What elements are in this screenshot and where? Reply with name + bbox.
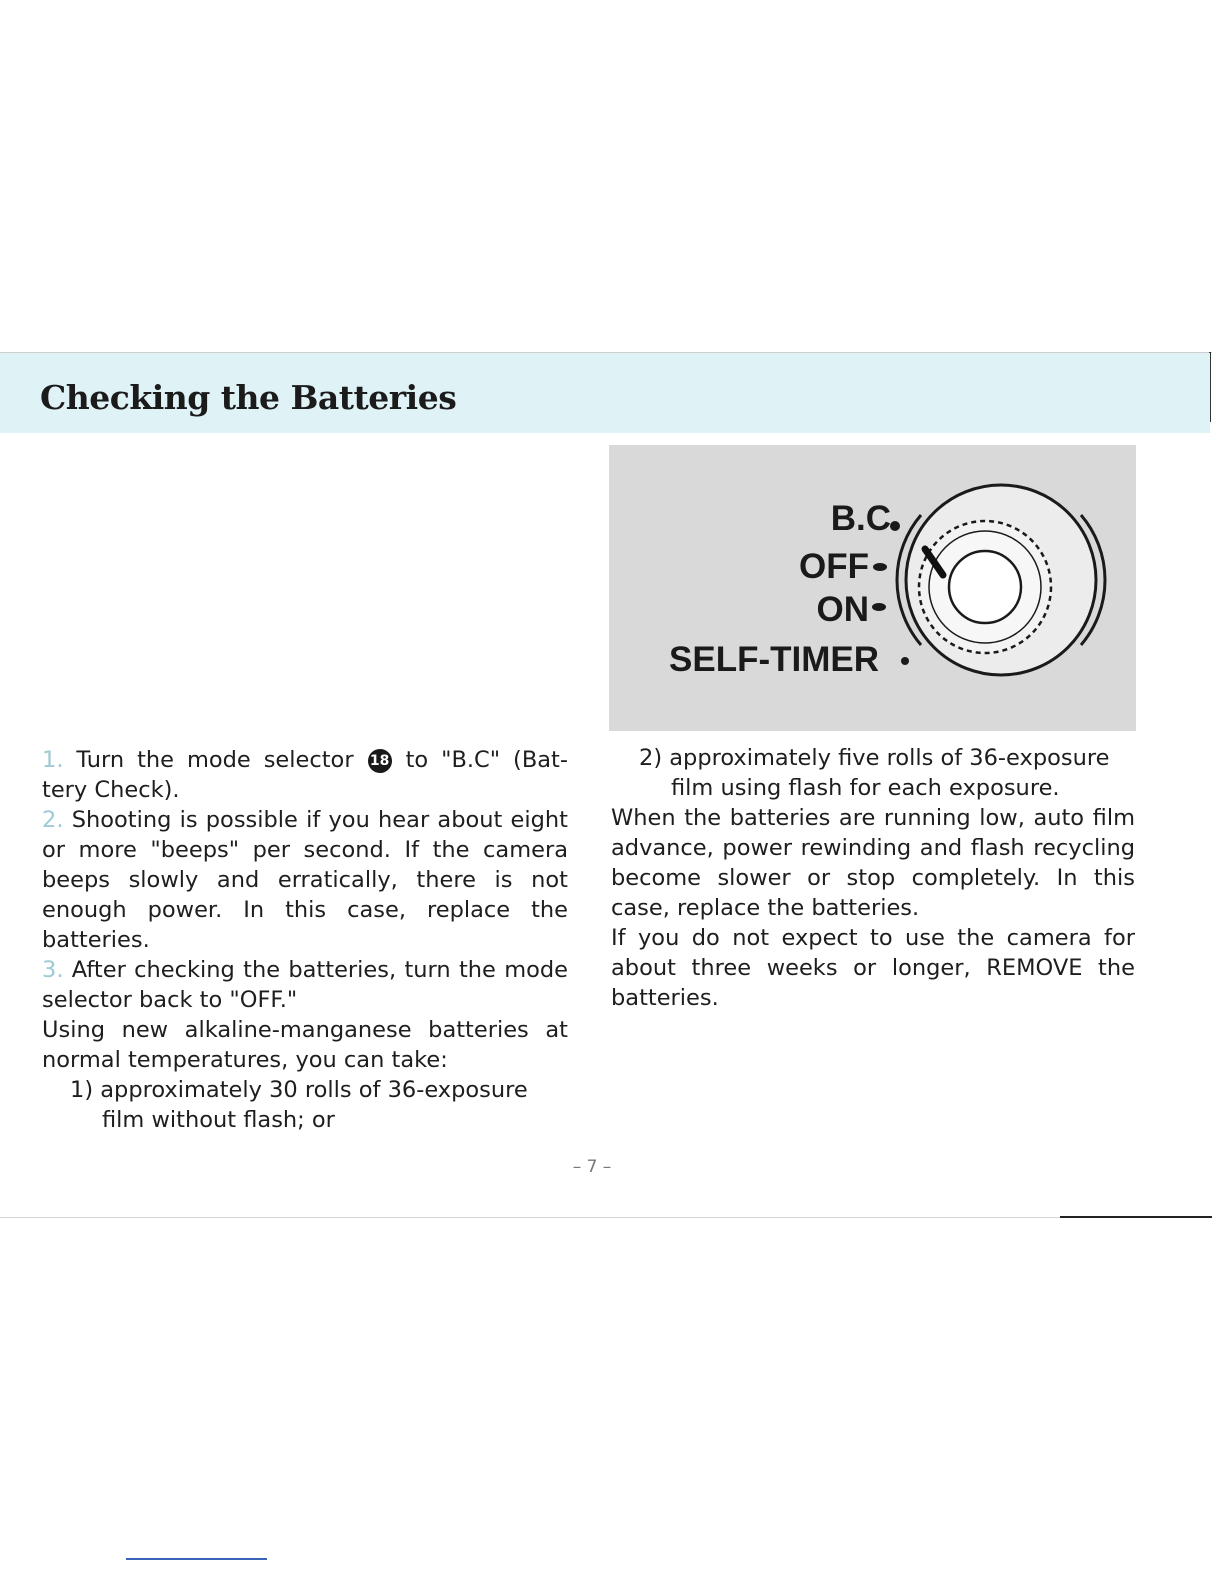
label-on: ON [816,590,869,629]
right-column [611,743,1135,1013]
step-2-number: 2. [42,807,64,833]
bottom-rule-dark [1060,1216,1212,1218]
bottom-rule [0,1217,1060,1218]
label-bc: B.C [830,499,891,538]
step-1-text-a: Turn the mode selector [76,747,354,773]
step-2 [42,805,568,955]
off-dot [873,563,887,571]
mode-dial-illustration [609,445,1136,731]
left-column [42,745,568,1135]
low-battery-paragraph: When the batteries are running low, auto film advance, power rewinding and flash recycling become slower or stop completely. In this case, replace the batteries. [611,805,1135,921]
reference-badge: 18 [368,749,392,773]
step-1-text-b: to "B.C" (Bat-tery Check). [42,747,568,803]
step-1 [42,745,568,805]
footer-accent-line [126,1558,267,1560]
label-self-timer: SELF-TIMER [669,640,879,679]
step-2-text: Shooting is possible if you hear about eight or more "beeps" per second. If the camera beeps slowly and erratically, there is not enough power. In this case, replace the batteries. [42,807,568,953]
step-3 [42,955,568,1015]
dial-center-knob [949,551,1021,623]
step-3-number: 3. [42,957,64,983]
step-1-number: 1. [42,747,64,773]
page-number: – 7 – [572,1157,612,1177]
label-off: OFF [799,547,869,586]
usage-item-2: 2) approximately five rolls of 36-exposure film using flash for each exposure. [639,745,1110,801]
on-dot [872,603,886,611]
step-3-text: After checking the batteries, turn the mode selector back to "OFF." [42,957,569,1013]
mode-selector-figure [609,445,1136,731]
usage-item-1: 1) approximately 30 rolls of 36-exposure film without flash; or [70,1077,528,1133]
page-title: Checking the Batteries [40,378,457,417]
self-timer-dot [901,657,909,665]
storage-paragraph: If you do not expect to use the camera for about three weeks or longer, REMOVE the batteries. [611,925,1135,1011]
usage-paragraph: Using new alkaline-manganese batteries at normal temperatures, you can take: [42,1017,568,1073]
bc-dot [890,521,900,531]
